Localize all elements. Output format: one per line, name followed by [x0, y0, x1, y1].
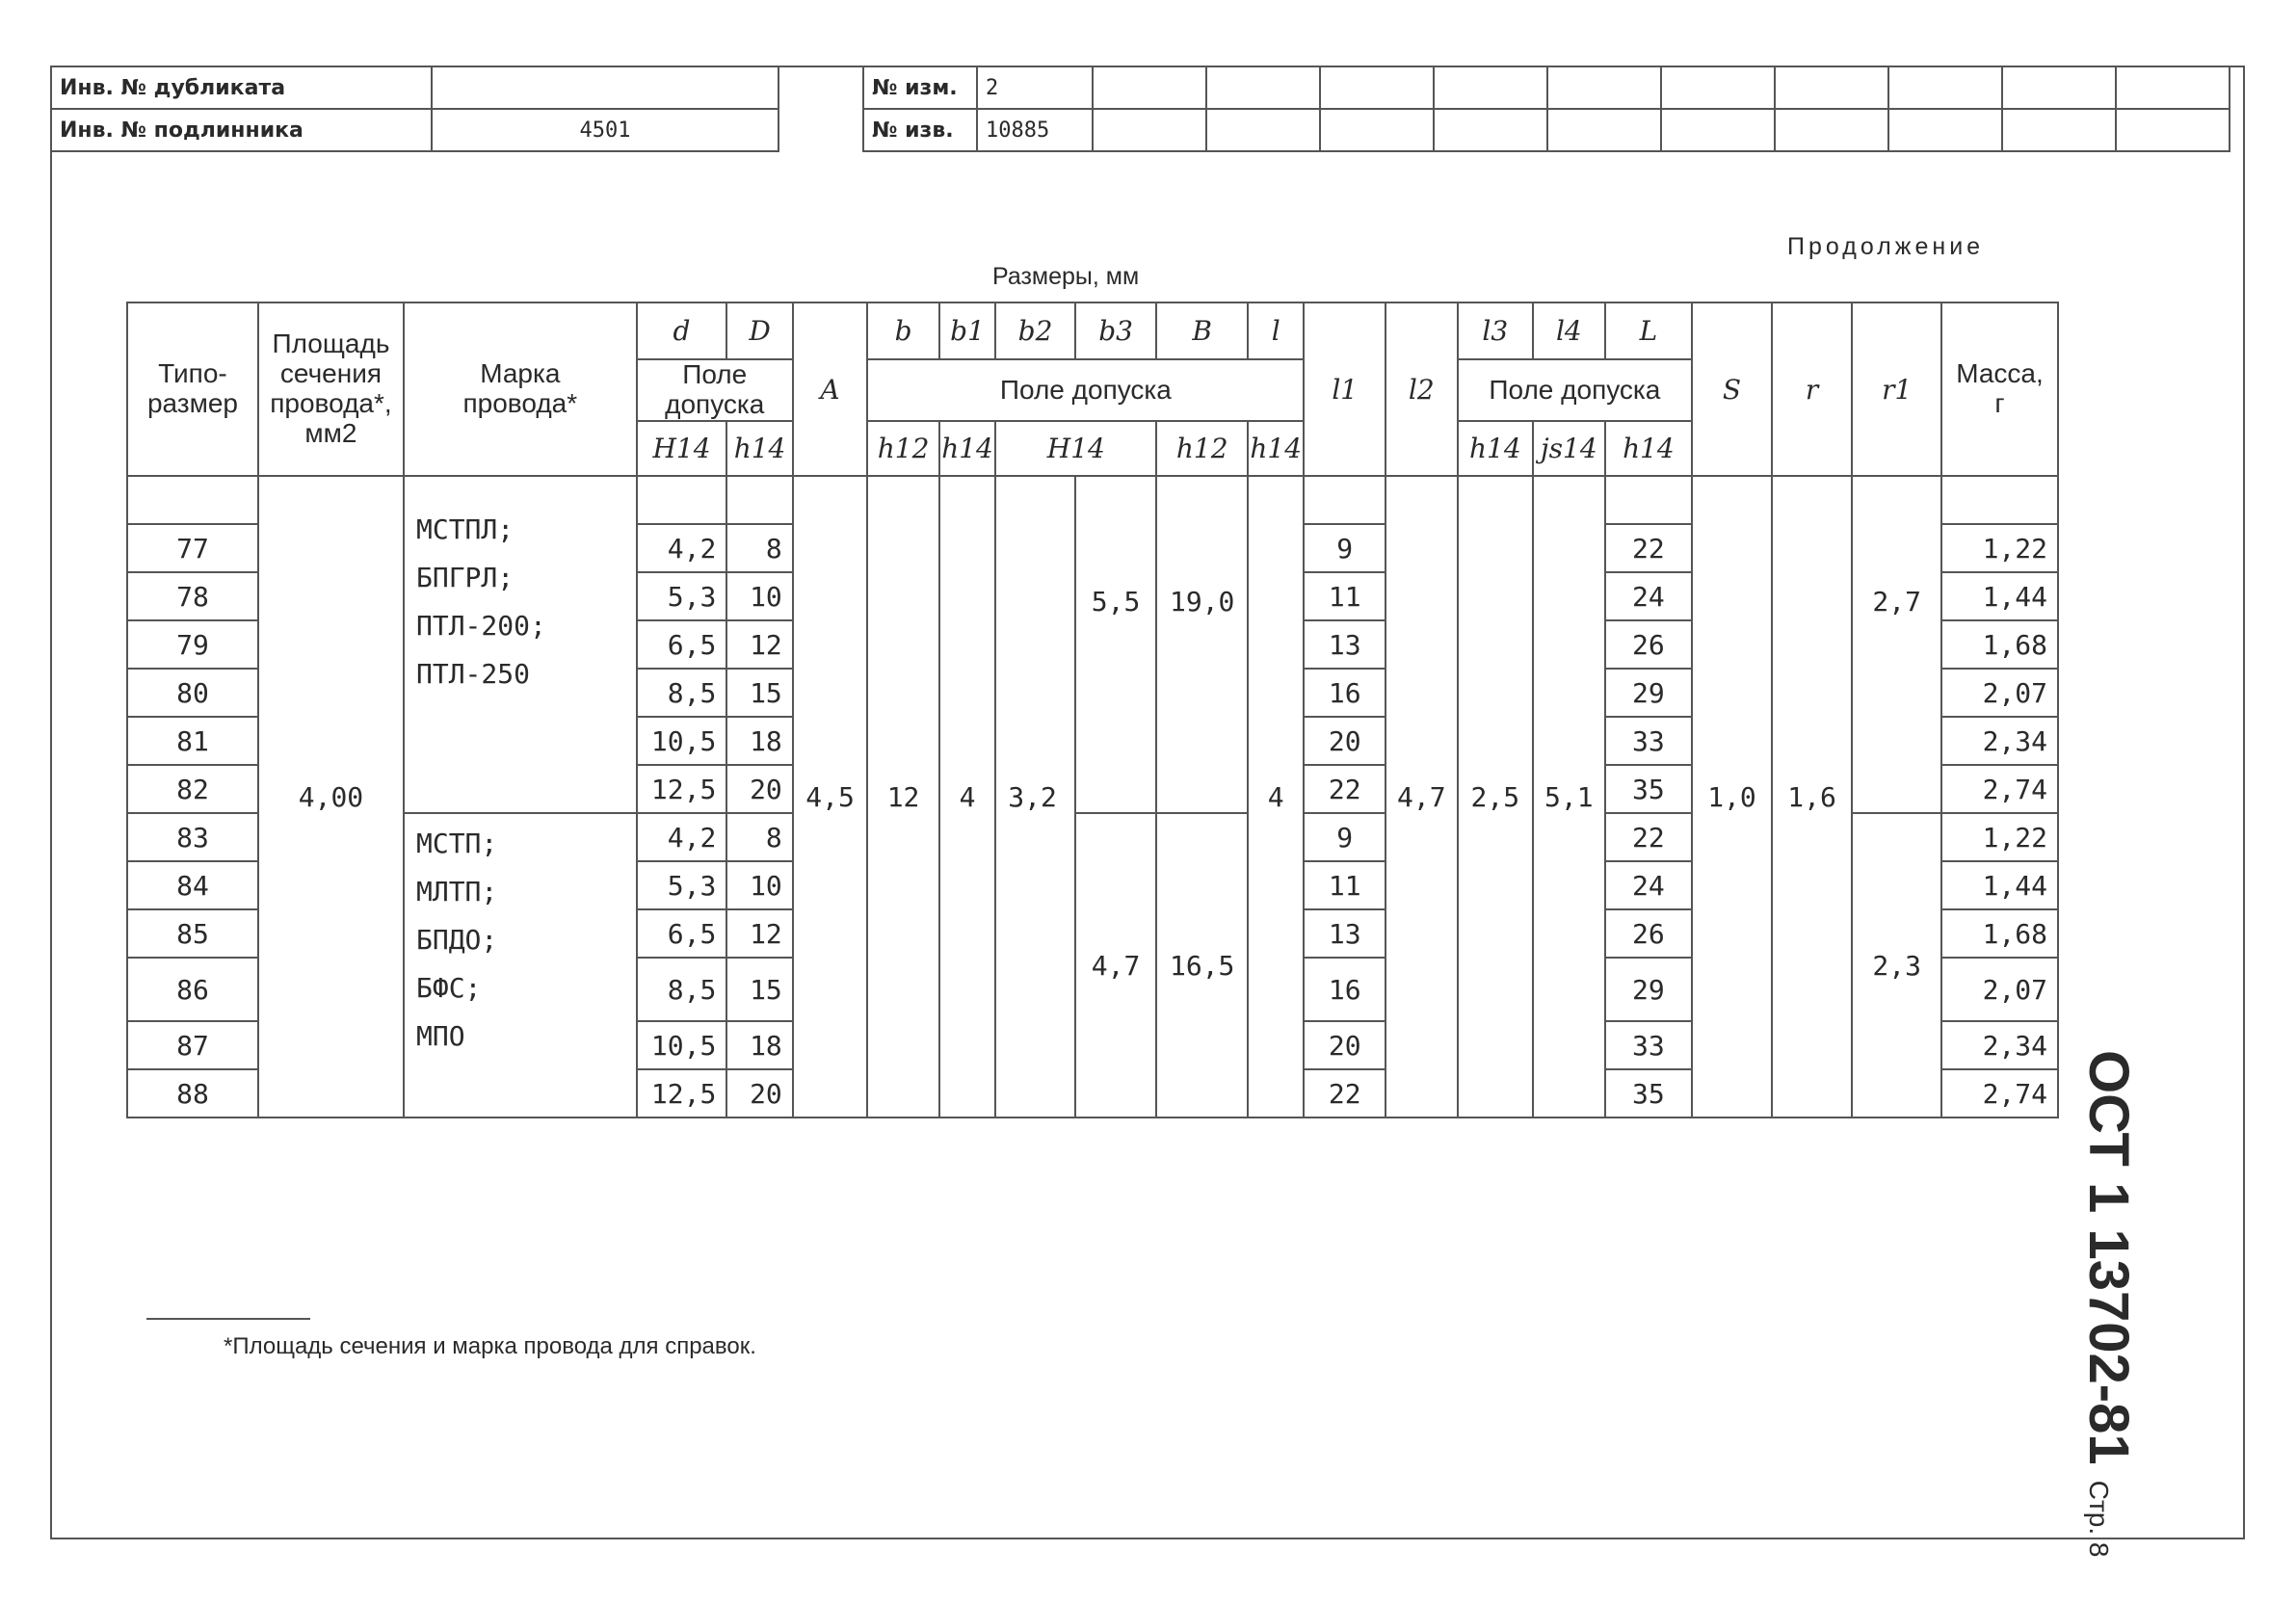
row-mass: 1,44 [1941, 861, 2058, 909]
col-area: Площадь сечения провода*, мм2 [258, 302, 404, 476]
dimensions-caption: Размеры, мм [992, 263, 1140, 290]
row-L: 29 [1605, 669, 1693, 717]
row-L: 29 [1605, 958, 1693, 1021]
col-D: D [726, 302, 792, 359]
brand-item: ПТЛ-250 [415, 658, 530, 690]
row-typesize: 78 [127, 572, 258, 620]
row-D: 12 [726, 909, 792, 958]
row-d: 8,5 [637, 669, 727, 717]
col-l3: l3 [1458, 302, 1534, 359]
row-l1: 11 [1304, 572, 1386, 620]
row-mass: 1,22 [1941, 813, 2058, 861]
col-b: b [867, 302, 939, 359]
tol-b: h12 [867, 421, 939, 476]
b2-value: 3,2 [995, 476, 1075, 1118]
brand-item: МСТПЛ; [415, 513, 515, 545]
continuation-label: Продолжение [1787, 233, 1985, 260]
tol-l4: js14 [1533, 421, 1605, 476]
page-number: Стр. 8 [2084, 1480, 2114, 1558]
col-l1: l1 [1304, 302, 1386, 476]
row-mass: 1,68 [1941, 909, 2058, 958]
brand-item: БПДО; [415, 924, 498, 956]
row-D: 8 [726, 813, 792, 861]
row-L: 26 [1605, 909, 1693, 958]
row-L: 33 [1605, 717, 1693, 765]
document-code [2076, 1050, 2141, 1557]
row-mass: 1,68 [1941, 620, 2058, 669]
b1-value: 4 [939, 476, 995, 1118]
row-typesize: 85 [127, 909, 258, 958]
row-D: 12 [726, 620, 792, 669]
row-l1: 9 [1304, 524, 1386, 572]
row-l1: 16 [1304, 958, 1386, 1021]
row-typesize: 80 [127, 669, 258, 717]
B-group1: 19,0 [1156, 476, 1248, 813]
row-typesize: 86 [127, 958, 258, 1021]
tol-B: h12 [1156, 421, 1248, 476]
row-typesize: 82 [127, 765, 258, 813]
orig-inventory-label: Инв. № подлинника [51, 109, 432, 151]
col-typesize: Типо-размер [127, 302, 258, 476]
row-typesize: 77 [127, 524, 258, 572]
brand-group-1 [404, 476, 637, 813]
row-L: 22 [1605, 813, 1693, 861]
row-d: 6,5 [637, 909, 727, 958]
row-D: 10 [726, 572, 792, 620]
row-d: 5,3 [637, 861, 727, 909]
change-no-value: 2 [977, 66, 1093, 109]
row-mass: 2,34 [1941, 717, 2058, 765]
b-value: 12 [867, 476, 939, 1118]
area-value: 4,00 [258, 476, 404, 1118]
brand-item: МСТП; [415, 828, 498, 859]
col-B: B [1156, 302, 1248, 359]
tol-d: H14 [637, 421, 727, 476]
col-b3: b3 [1075, 302, 1157, 359]
footnote: *Площадь сечения и марка провода для справок. [224, 1333, 756, 1359]
tol-L: h14 [1605, 421, 1693, 476]
row-d: 6,5 [637, 620, 727, 669]
row-typesize: 87 [127, 1021, 258, 1069]
tol-b1: h14 [939, 421, 995, 476]
row-typesize: 88 [127, 1069, 258, 1118]
brand-item: БПГРЛ; [415, 562, 515, 593]
l4-value: 5,1 [1533, 476, 1605, 1118]
brand-item: БФС; [415, 972, 482, 1004]
row-l1: 13 [1304, 620, 1386, 669]
col-r: r [1772, 302, 1853, 476]
r1-group2: 2,3 [1852, 813, 1941, 1118]
row-typesize: 79 [127, 620, 258, 669]
row-d: 8,5 [637, 958, 727, 1021]
header-right-table [862, 66, 2230, 152]
notice-no-label: № изв. [863, 109, 977, 151]
tol-b2b3: H14 [995, 421, 1156, 476]
row-typesize: 81 [127, 717, 258, 765]
row-l1: 20 [1304, 717, 1386, 765]
row-mass: 1,44 [1941, 572, 2058, 620]
row-mass: 2,07 [1941, 958, 2058, 1021]
dup-inventory-value [432, 66, 779, 109]
notice-no-value: 10885 [977, 109, 1093, 151]
brand-item: МПО [415, 1020, 465, 1052]
row-L: 35 [1605, 1069, 1693, 1118]
r-value: 1,6 [1772, 476, 1853, 1118]
row-mass: 2,07 [1941, 669, 2058, 717]
row-L: 33 [1605, 1021, 1693, 1069]
brand-item: МЛТП; [415, 876, 498, 907]
l-value: 4 [1248, 476, 1304, 1118]
doc-code-text: ОСТ 1 13702-81 [2077, 1050, 2140, 1465]
row-D: 15 [726, 958, 792, 1021]
row-L: 35 [1605, 765, 1693, 813]
col-l: l [1248, 302, 1304, 359]
S-value: 1,0 [1692, 476, 1772, 1118]
row-D: 8 [726, 524, 792, 572]
tol-l: h14 [1248, 421, 1304, 476]
b3-group2: 4,7 [1075, 813, 1157, 1118]
row-d: 5,3 [637, 572, 727, 620]
r1-group1: 2,7 [1852, 476, 1941, 813]
tol-label-b: Поле допуска [867, 359, 1304, 421]
row-L: 24 [1605, 861, 1693, 909]
header-left-table [50, 66, 779, 152]
row-D: 20 [726, 765, 792, 813]
l3-value: 2,5 [1458, 476, 1534, 1118]
footnote-rule [146, 1318, 310, 1320]
row-l1: 16 [1304, 669, 1386, 717]
row-d: 10,5 [637, 1021, 727, 1069]
A-value: 4,5 [793, 476, 868, 1118]
col-A: A [793, 302, 868, 476]
row-L: 24 [1605, 572, 1693, 620]
l2-value: 4,7 [1386, 476, 1458, 1118]
col-brand: Марка провода* [404, 302, 637, 476]
row-d: 4,2 [637, 524, 727, 572]
row-D: 18 [726, 717, 792, 765]
col-mass: Масса, г [1941, 302, 2058, 476]
row-L: 26 [1605, 620, 1693, 669]
row-typesize: 83 [127, 813, 258, 861]
row-d: 10,5 [637, 717, 727, 765]
row-mass: 1,22 [1941, 524, 2058, 572]
col-b2: b2 [995, 302, 1075, 359]
col-l4: l4 [1533, 302, 1605, 359]
brand-item: ПТЛ-200; [415, 610, 546, 642]
col-L: L [1605, 302, 1693, 359]
col-r1: r1 [1852, 302, 1941, 476]
orig-inventory-value: 4501 [432, 109, 779, 151]
tol-label-l: Поле допуска [1458, 359, 1693, 421]
row-L: 22 [1605, 524, 1693, 572]
row-d: 12,5 [637, 1069, 727, 1118]
row-typesize: 84 [127, 861, 258, 909]
row-l1: 22 [1304, 1069, 1386, 1118]
col-d: d [637, 302, 727, 359]
change-no-label: № изм. [863, 66, 977, 109]
row-D: 18 [726, 1021, 792, 1069]
row-D: 10 [726, 861, 792, 909]
dimensions-table [126, 302, 2059, 1118]
row-mass: 2,74 [1941, 765, 2058, 813]
row-l1: 22 [1304, 765, 1386, 813]
B-group2: 16,5 [1156, 813, 1248, 1118]
row-mass: 2,74 [1941, 1069, 2058, 1118]
row-l1: 20 [1304, 1021, 1386, 1069]
row-l1: 13 [1304, 909, 1386, 958]
col-S: S [1692, 302, 1772, 476]
row-D: 20 [726, 1069, 792, 1118]
row-mass: 2,34 [1941, 1021, 2058, 1069]
tol-l3: h14 [1458, 421, 1534, 476]
row-l1: 9 [1304, 813, 1386, 861]
tol-label-dD: Поле допуска [637, 359, 793, 421]
row-D: 15 [726, 669, 792, 717]
brand-group-2 [404, 813, 637, 1118]
row-d: 4,2 [637, 813, 727, 861]
dup-inventory-label: Инв. № дубликата [51, 66, 432, 109]
b3-group1: 5,5 [1075, 476, 1157, 813]
col-l2: l2 [1386, 302, 1458, 476]
row-l1: 11 [1304, 861, 1386, 909]
col-b1: b1 [939, 302, 995, 359]
tol-D: h14 [726, 421, 792, 476]
row-d: 12,5 [637, 765, 727, 813]
